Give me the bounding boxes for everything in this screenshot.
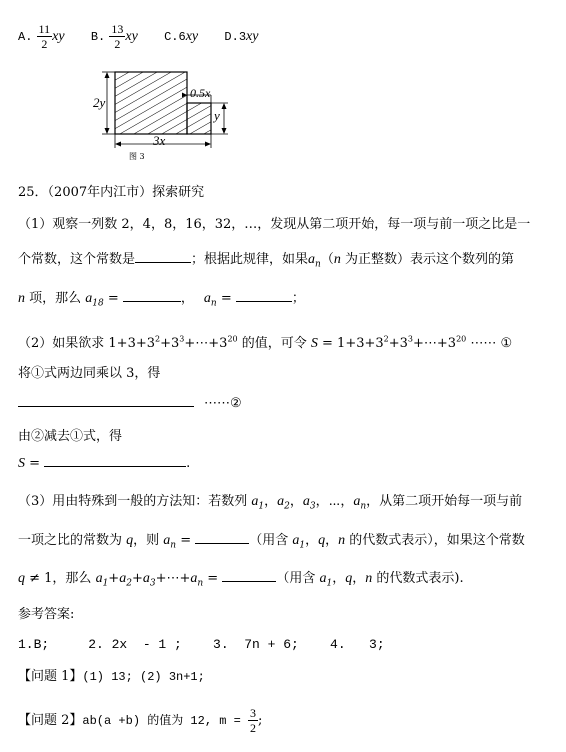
q25-p2-line1: （2）如果欲求 $1+3+3^2+3^3+\cdots+3^{20}$ 的值，可令 $S = 1+3+3^2+3^3+\cdots+3^{20}$ ⋯⋯ ① bbox=[18, 334, 513, 351]
q25-heading: 25．（2007年内江市）探索研究 bbox=[18, 185, 205, 200]
figure-caption: 图 3 bbox=[129, 152, 145, 161]
answers-line1: 1.B; 2. 2x - 1 ; 3. 7n + 6; 4. 3; bbox=[18, 637, 385, 652]
big-rectangle bbox=[115, 72, 187, 134]
q25-p3-line3: q ≠ 1，那么 $a_1+a_2+a_3+\cdots+a_n$ = （用含 $a_1$，q，n 的代数式表示). bbox=[18, 571, 464, 589]
q25-p2-line2: 将①式两边同乘以 3，得 bbox=[18, 366, 161, 381]
label-0-5x: 0.5x bbox=[190, 86, 211, 100]
label-2y: 2y bbox=[93, 95, 106, 110]
answers-heading: 参考答案: bbox=[18, 607, 75, 622]
answers-q2: 【问题 2】ab(a +b) 的值为 12, m = $\frac{3}{2}$ ; bbox=[18, 706, 263, 735]
choice-a: A. $\frac{11}{2}$ xy bbox=[18, 22, 65, 51]
q25-p1-line2: 个常数，这个常数是 ；根据此规律，如果$a_n(n$ 为正整数）表示这个数列的第 bbox=[18, 252, 514, 270]
blank-s[interactable] bbox=[44, 454, 186, 467]
q25-p1-line1: （1）观察一列数 2，4，8，16，32，…，发现从第二项开始，每一项与前一项之比是一 bbox=[18, 217, 531, 232]
q25-p2-line3: ⋯⋯② bbox=[18, 394, 242, 411]
blank-ratio[interactable] bbox=[135, 250, 191, 263]
q25-p3-line1: （3）用由特殊到一般的方法知：若数列 $a_1$，$a_2$，$a_3$，⋯，$a_n$，从第二项开始每一项与前 bbox=[18, 494, 523, 512]
q25-p1-line3: n 项，那么 $a_{18}$ = ， $a_n$ = ； bbox=[18, 291, 305, 309]
blank-general-an[interactable] bbox=[195, 531, 249, 544]
choice-c: C.6xy bbox=[164, 28, 199, 44]
q25-p2-line5: S = . bbox=[18, 456, 191, 471]
choices-row bbox=[18, 22, 258, 58]
choice-b: B. $\frac{13}{2}$ xy bbox=[90, 22, 138, 51]
label-y: y bbox=[214, 108, 220, 123]
small-rectangle bbox=[187, 103, 211, 134]
choice-d: D.3xy bbox=[224, 28, 259, 44]
blank-an[interactable] bbox=[236, 289, 292, 302]
blank-a18[interactable] bbox=[123, 289, 181, 302]
label-3x: 3x bbox=[153, 133, 166, 148]
answers-q1: 【问题 1】(1) 13; (2) 3n+1; bbox=[18, 669, 205, 684]
q25-p2-line4: 由②减去①式，得 bbox=[18, 429, 123, 444]
blank-sum[interactable] bbox=[222, 569, 276, 582]
blank-times3[interactable] bbox=[18, 394, 194, 407]
q25-p3-line2: 一项之比的常数为 q，则 $a_n$ = （用含 $a_1$，q，n 的代数式表示），如果这个常数 bbox=[18, 533, 525, 551]
